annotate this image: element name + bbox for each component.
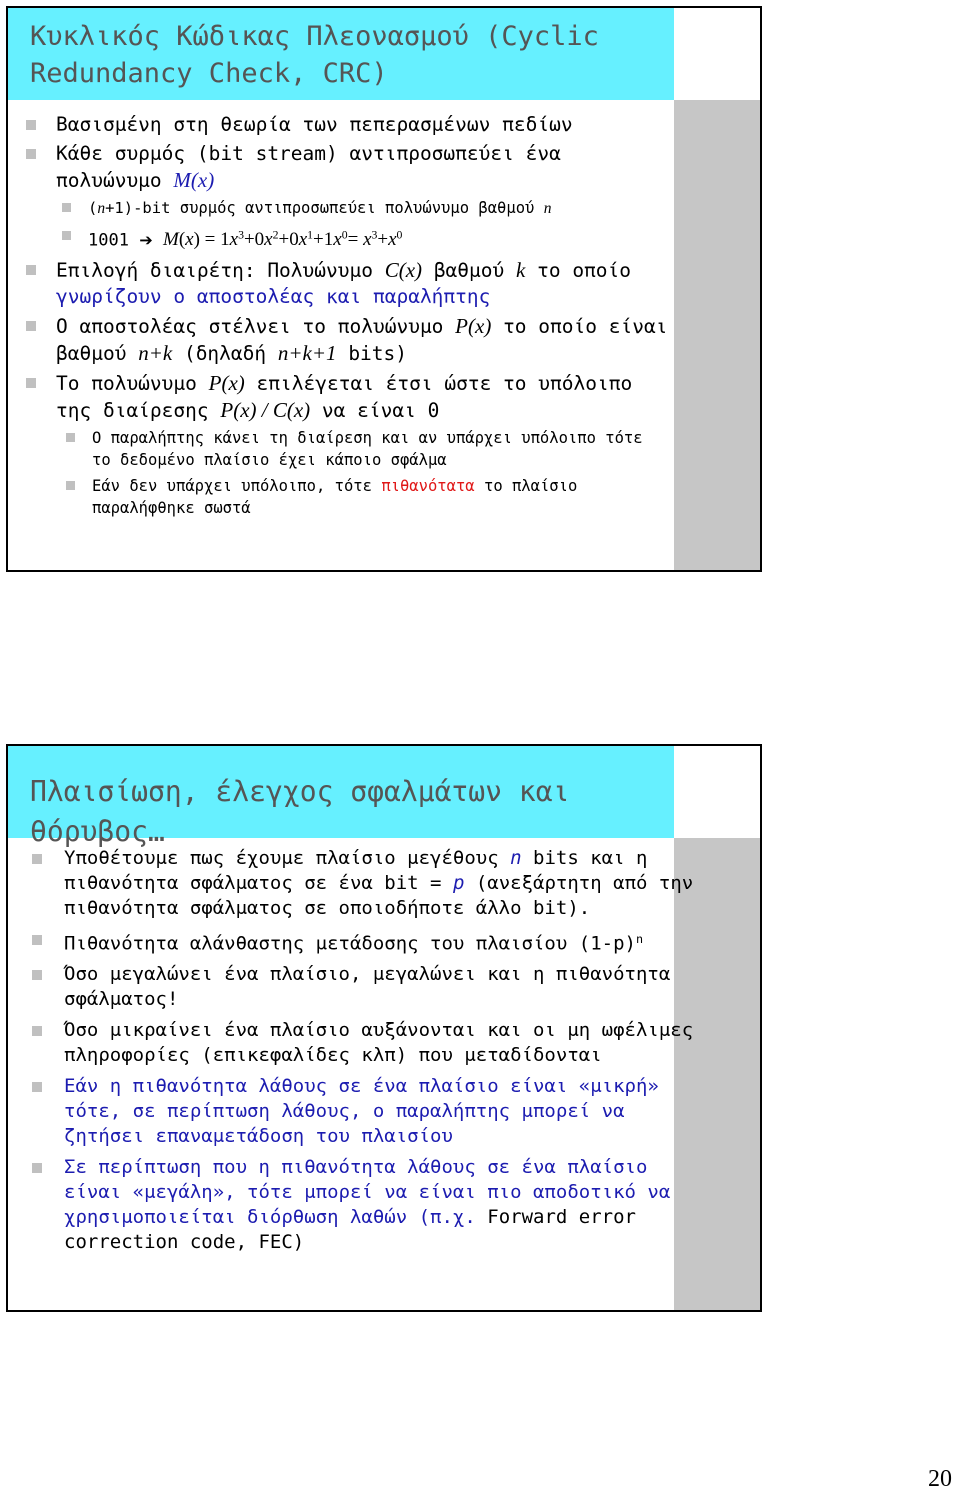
bullet-text: να είναι 0 bbox=[321, 399, 440, 423]
slide-title bbox=[8, 8, 676, 100]
highlight-text: πιθανότατα bbox=[381, 477, 475, 496]
bullet-icon bbox=[32, 970, 42, 980]
bullet-text: πολυώνυμο bbox=[56, 169, 162, 192]
slide-body bbox=[8, 112, 698, 519]
bullet-text: Όσο μεγαλώνει ένα πλαίσιο, μεγαλώνει και η πιθανότητα bbox=[64, 963, 671, 986]
bullet-text: Κάθε συρμός (bit stream) αντιπροσωπεύει ένα bbox=[56, 142, 561, 165]
bullet-text: Ο παραλήπτης κάνει τη διαίρεση και αν υπάρχει υπόλοιπο τότε bbox=[92, 429, 643, 448]
bullet-text: Βασισμένη στη θεωρία των πεπερασμένων πεδίων bbox=[56, 113, 573, 136]
list-item bbox=[8, 257, 698, 310]
math-expression: n+k bbox=[138, 341, 173, 366]
bullet-text: το οποίο bbox=[537, 259, 632, 283]
bullet-text: βαθμού bbox=[56, 342, 127, 366]
bullet-text: πιθανότητα σφάλματος σε οποιοδήποτε άλλο bit). bbox=[64, 897, 591, 919]
list-item bbox=[8, 313, 698, 367]
bullet-text: bits και η bbox=[533, 847, 648, 869]
math-var: n bbox=[97, 200, 106, 217]
math-expression: P(x) bbox=[455, 314, 492, 339]
math-var: n bbox=[543, 200, 552, 217]
bullet-text: επιλέγεται έτσι ώστε το υπόλοιπο bbox=[256, 372, 633, 396]
bullet-text: Ο αποστολέας στέλνει το πολυώνυμο bbox=[56, 315, 444, 339]
bullet-text: της διαίρεσης bbox=[56, 399, 209, 423]
bullet-icon bbox=[26, 265, 36, 275]
bullet-text: bits) bbox=[348, 342, 408, 366]
list-item bbox=[8, 112, 698, 138]
slide-body bbox=[8, 846, 698, 1255]
bullet-text: Επιλογή διαιρέτη: Πολυώνυμο bbox=[56, 259, 373, 283]
bullet-text: (δηλαδή bbox=[183, 342, 267, 366]
math-expression: n+k+1 bbox=[277, 341, 337, 366]
slide-title bbox=[8, 746, 676, 848]
bullet-text: τότε, σε περίπτωση λάθους, ο παραλήπτης μπορεί να bbox=[64, 1100, 625, 1123]
list-item bbox=[8, 475, 698, 519]
bullet-icon bbox=[26, 378, 36, 388]
bullet-icon bbox=[26, 149, 36, 159]
bullet-icon bbox=[32, 935, 42, 945]
bullet-text: είναι «μεγάλη», τότε μπορεί να είναι πιο αποδοτικό να bbox=[64, 1181, 671, 1204]
bullet-icon bbox=[32, 1163, 42, 1173]
bullet-icon bbox=[62, 203, 71, 212]
bullet-icon bbox=[66, 433, 75, 442]
bullet-text: Όσο μικραίνει ένα πλαίσιο αυξάνονται και οι μη ωφέλιμες bbox=[64, 1019, 694, 1042]
corner-blank bbox=[674, 746, 760, 838]
bullet-text: (ανεξάρτητη από την bbox=[475, 872, 694, 894]
list-item bbox=[8, 927, 698, 956]
bullet-text: βαθμού bbox=[433, 259, 505, 283]
arrow-right-icon: ➔ bbox=[139, 230, 153, 250]
text: ( bbox=[88, 199, 98, 217]
bullet-text: correction code, FEC) bbox=[64, 1231, 305, 1254]
list-item bbox=[8, 427, 698, 471]
text: 1001 bbox=[88, 230, 129, 251]
math-var: n bbox=[510, 847, 522, 869]
bullet-icon bbox=[32, 854, 42, 864]
corner-blank bbox=[674, 8, 760, 100]
list-item bbox=[8, 846, 698, 921]
bullet-text: πιθανότητα σφάλματος σε ένα bit = bbox=[64, 872, 442, 894]
page-number: 20 bbox=[928, 1466, 952, 1492]
bullet-text: το οποίο είναι bbox=[503, 315, 668, 339]
text: +1)-bit συρμός αντιπροσωπεύει πολυώνυμο βαθμού bbox=[105, 199, 535, 217]
bullet-icon bbox=[32, 1026, 42, 1036]
bullet-text: το πλαίσιο bbox=[483, 477, 578, 496]
bullet-text: Εάν δεν υπάρχει υπόλοιπο, τότε bbox=[92, 477, 372, 496]
list-item bbox=[8, 1155, 698, 1255]
bullet-text: πληροφορίες (επικεφαλίδες κλπ) που μεταδίδονται bbox=[64, 1044, 602, 1067]
list-item bbox=[8, 197, 698, 220]
bullet-text: Forward error bbox=[487, 1206, 636, 1229]
slide-framing-errors bbox=[6, 744, 762, 1312]
bullet-icon bbox=[26, 120, 36, 130]
list-item bbox=[8, 370, 698, 424]
math-var: p bbox=[452, 872, 465, 894]
title-text: Πλαισίωση, έλεγχος σφαλμάτων και θόρυβος… bbox=[30, 775, 570, 848]
math-expression: P(x) bbox=[208, 371, 245, 396]
bullet-text: Σε περίπτωση που η πιθανότητα λάθους σε ένα πλαίσιο bbox=[64, 1156, 648, 1179]
list-item bbox=[8, 962, 698, 1012]
superscript: n bbox=[635, 932, 644, 946]
math-expression: C(x) bbox=[384, 258, 423, 283]
bullet-text: σφάλματος! bbox=[64, 988, 179, 1011]
bullet-text: χρησιμοποιείται διόρθωση λαθών (π.χ. bbox=[64, 1206, 476, 1229]
slide-crc bbox=[6, 6, 762, 572]
bullet-text: Το πολυώνυμο bbox=[56, 372, 197, 396]
title-line-2: Redundancy Check, CRC) bbox=[30, 58, 388, 89]
bullet-icon bbox=[66, 481, 75, 490]
bullet-text: το δεδομένο πλαίσιο έχει κάποιο σφάλμα bbox=[92, 451, 447, 470]
bullet-text: Πιθανότητα αλάνθαστης μετάδοσης του πλαισίου (1-p) bbox=[64, 932, 636, 955]
math-expression: P(x) / C(x) bbox=[220, 398, 311, 423]
list-item bbox=[8, 1074, 698, 1149]
math-expression: $M(x) = 1x^3+0x^2+0x^1+1x^0= x^3+x^0$ bbox=[162, 229, 403, 251]
bullet-icon bbox=[62, 231, 71, 240]
bullet-text: ζητήσει επαναμετάδοση του πλαισίου bbox=[64, 1125, 453, 1148]
title-line-1: Κυκλικός Κώδικας Πλεονασμού (Cyclic bbox=[30, 21, 599, 52]
bullet-icon bbox=[26, 321, 36, 331]
math-expression: M(x) bbox=[173, 168, 215, 192]
bullet-text: παραλήφθηκε σωστά bbox=[92, 499, 251, 518]
bullet-text: Υποθέτουμε πως έχουμε πλαίσιο μεγέθους bbox=[64, 847, 499, 869]
list-item bbox=[8, 141, 698, 194]
bullet-icon bbox=[32, 1082, 42, 1092]
math-var: k bbox=[516, 258, 526, 283]
list-item bbox=[8, 225, 698, 251]
bullet-text: γνωρίζουν ο αποστολέας και παραλήπτης bbox=[56, 285, 491, 309]
bullet-text: Εάν η πιθανότητα λάθους σε ένα πλαίσιο είναι «μικρή» bbox=[64, 1075, 659, 1098]
list-item bbox=[8, 1018, 698, 1068]
